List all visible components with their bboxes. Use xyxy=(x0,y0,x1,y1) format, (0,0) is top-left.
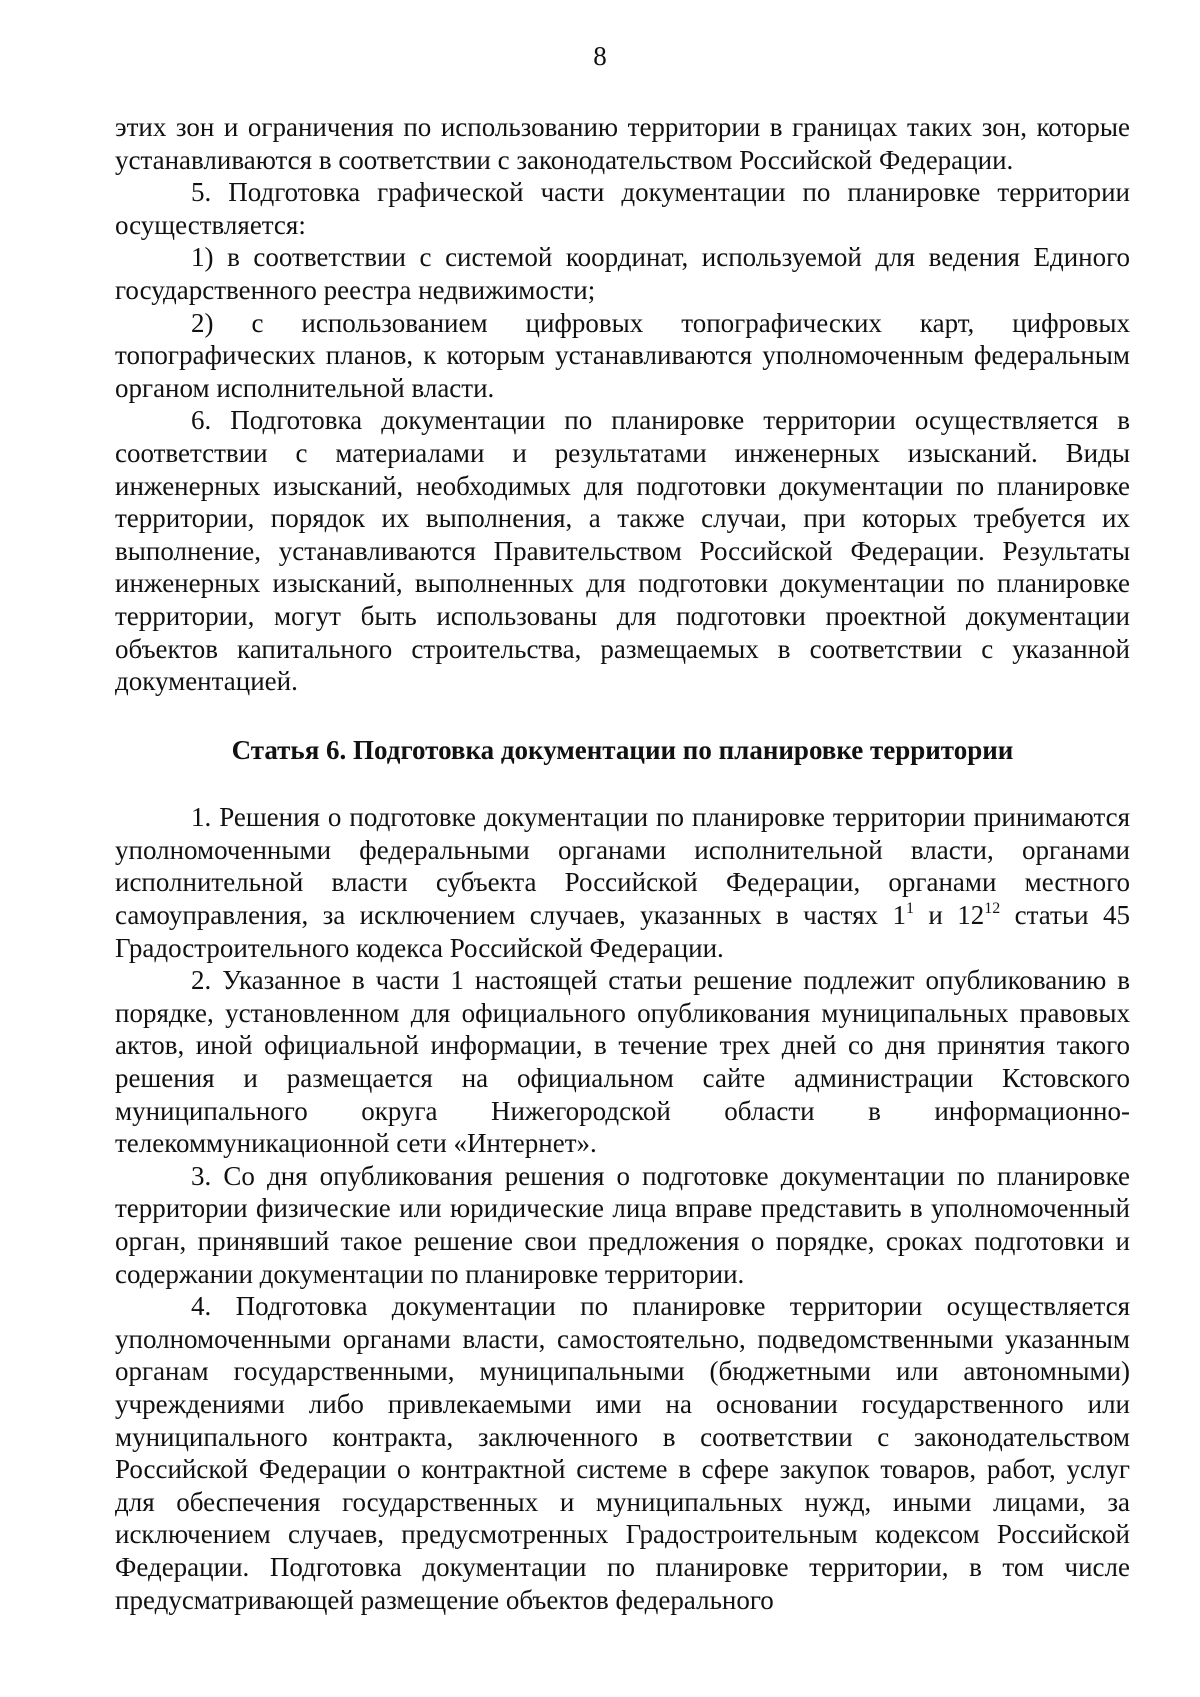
article-paragraph-3: 3. Со дня опубликования решения о подготовке документации по планировке территории физические или юридические лица вправе представить в уполномоченный орган, принявший такое решение свои предложения о порядке, сроках подготовки и содержании документации по планировке территории. xyxy=(115,1160,1130,1289)
article-paragraph-1 xyxy=(115,801,1130,964)
article-paragraph-1-text-c: статьи 45 Градостроительного кодекса Российской Федерации. xyxy=(115,900,1130,963)
paragraph-item-6: 6. Подготовка документации по планировке территории осуществляется в соответствии с материалами и результатами инженерных изысканий. Виды инженерных изысканий, необходимых для подготовки документации по планировке территории, порядок их выполнения, а также случаи, при которых требуется их выполнение, устанавливаются Правительством Российской Федерации. Результаты инженерных изысканий, выполненных для подготовки документации по планировке территории, могут быть использованы для подготовки проектной документации объектов капитального строительства, размещаемых в соответствии с указанной документацией. xyxy=(115,405,1130,697)
superscript-1: 1 xyxy=(905,900,914,918)
article-paragraph-4: 4. Подготовка документации по планировке территории осуществляется уполномоченными органами власти, самостоятельно, подведомственными указанным органам государственными, муниципальными (бюджетными или автономными) учреждениями либо привлекаемыми ими на основании государственного или муниципального контракта, заключенного в соответствии с законодательством Российской Федерации о контрактной системе в сфере закупок товаров, работ, услуг для обеспечения государственных и муниципальных нужд, иными лицами, за исключением случаев, предусмотренных Градостроительным кодексом Российской Федерации. Подготовка документации по планировке территории, в том числе предусматривающей размещение объектов федерального xyxy=(115,1291,1130,1615)
document-body xyxy=(115,111,1130,1616)
page-number: 8 xyxy=(593,41,607,71)
article-paragraph-1-text-a: 1. Решения о подготовке документации по планировке территории принимаются уполномоченными федеральными органами исполнительной власти, органами исполнительной власти субъекта Российской Федерации, органами местного самоуправления, за исключением случаев, указанных в частях 1 xyxy=(115,802,1130,931)
article-heading: Статья 6. Подготовка документации по планировке территории xyxy=(231,734,1014,765)
paragraph-subitem-1: 1) в соответствии с системой координат, используемой для ведения Единого государственного реестра недвижимости; xyxy=(115,242,1130,305)
article-paragraph-1-text-b: и 12 xyxy=(913,900,985,931)
paragraph-continued: этих зон и ограничения по использованию территории в границах таких зон, которые устанавливаются в соответствии с законодательством Российской Федерации. xyxy=(115,112,1130,175)
paragraph-item-5: 5. Подготовка графической части документации по планировке территории осуществляется: xyxy=(115,177,1130,240)
superscript-12: 12 xyxy=(984,900,1001,918)
paragraph-subitem-2: 2) с использованием цифровых топографических карт, цифровых топографических планов, к которым устанавливаются уполномоченным федеральным органом исполнительной власти. xyxy=(115,307,1130,403)
article-paragraph-2: 2. Указанное в части 1 настоящей статьи решение подлежит опубликованию в порядке, установленном для официального опубликования муниципальных правовых актов, иной официальной информации, в течение трех дней со дня принятия такого решения и размещается на официальном сайте администрации Кстовского муниципального округа Нижегородской области в информационно-телекоммуникационной сети «Интернет». xyxy=(115,965,1130,1159)
